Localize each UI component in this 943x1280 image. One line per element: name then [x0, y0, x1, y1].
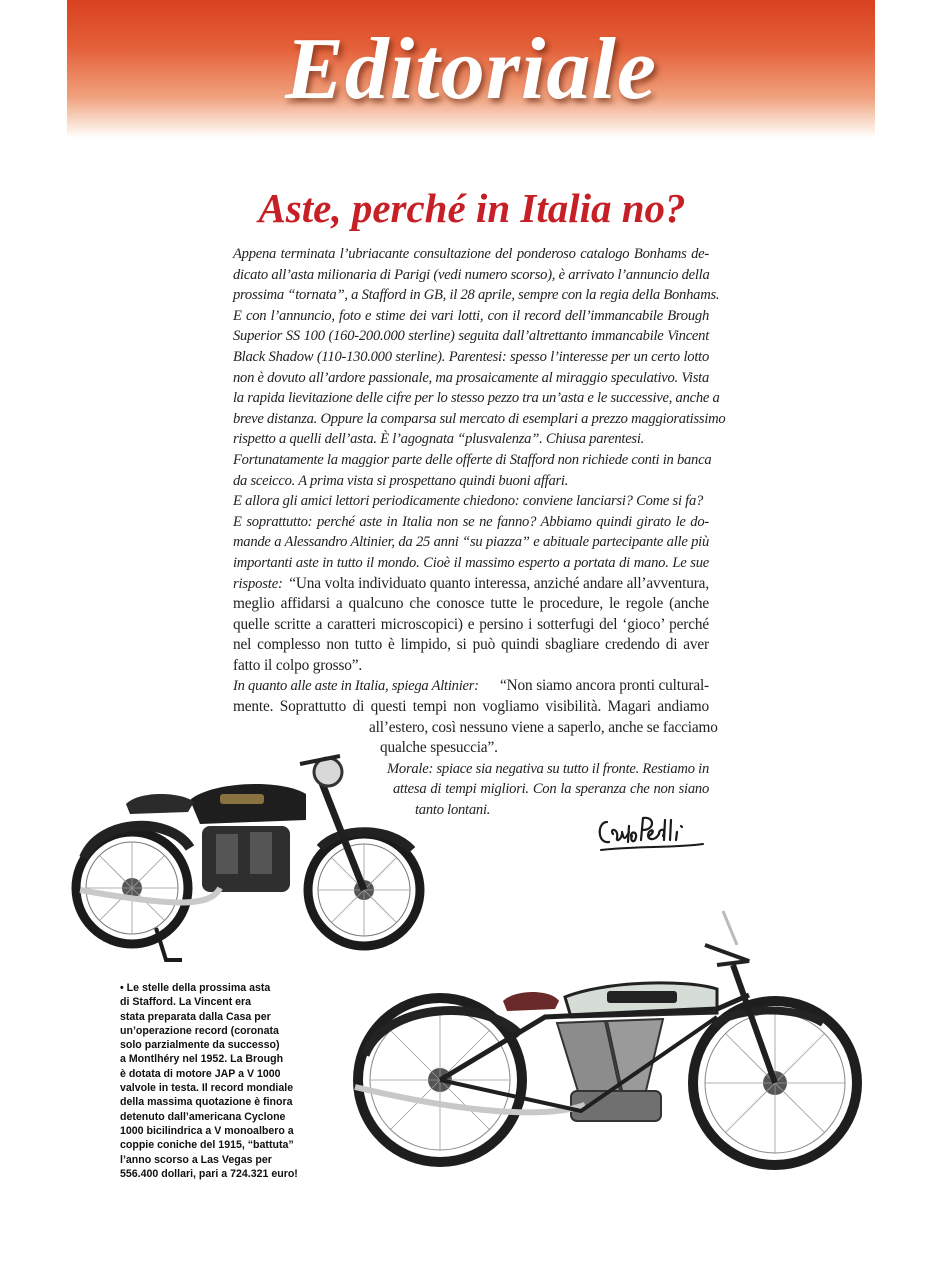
body-line: mande a Alessandro Altinier, da 25 anni “su piazza” e abituale partecipante alle più [233, 534, 709, 551]
caption-line: di Stafford. La Vincent era [120, 996, 252, 1009]
caption-line: solo parzialmente da successo) [120, 1039, 280, 1052]
body-line: attesa di tempi migliori. Con la speranza che non siano [393, 781, 709, 798]
body-line: la rapida lievitazione delle cifre per lo stesso pezzo tra un’asta e le successive, anche a [233, 390, 720, 407]
body-line: E allora gli amici lettori periodicamente chiedono: conviene lanciarsi? Come si fa? [233, 493, 704, 510]
caption-line: coppie coniche del 1915, “battuta” [120, 1139, 294, 1152]
article-body [233, 244, 726, 821]
caption-line: un’operazione record (coronata [120, 1024, 279, 1037]
body-line: fatto il colpo grosso”. [233, 656, 363, 674]
banner-title: Editoriale [285, 21, 657, 118]
editorial-banner [67, 0, 875, 138]
body-line: Fortunatamente la maggior parte delle offerte di Stafford non richiede conti in banca [233, 451, 712, 468]
caption-line: valvole in testa. Il record mondiale [120, 1082, 294, 1095]
body-line: quelle scritte a caratteri microscopici) e persino i sotterfugi del ‘gioco’ perché [233, 615, 709, 633]
body-line: dicato all’asta milionaria di Parigi (vedi numero scorso), è arrivato l’annuncio della [233, 266, 710, 283]
caption-line: a Montlhéry nel 1952. La Brough [120, 1053, 284, 1066]
photo-caption [120, 981, 335, 1181]
body-line: non è dovuto all’ardore passionale, ma prosaicamente al miraggio speculativo. Vista [233, 369, 709, 386]
body-line-mixed [233, 676, 709, 697]
brough-superior-motorcycle-image [345, 905, 875, 1185]
body-line: tanto lontani. [415, 802, 491, 819]
quote-text: “Non siamo ancora pronti cultural- [500, 677, 709, 695]
body-line: nel complesso non tutto è limpido, si può quindi sbagliare credendo di aver [233, 636, 709, 654]
article-headline: Aste, perché in Italia no? [258, 185, 686, 231]
body-line: E soprattutto: perché aste in Italia non se ne fanno? Abbiamo quindi girato le do- [233, 513, 709, 530]
body-line: Superior SS 100 (160-200.000 sterline) seguita dall’altrettanto immancabile Vincent [233, 328, 709, 345]
caption-line: • Le stelle della prossima asta [120, 982, 271, 994]
caption-line: l’anno scorso a Las Vegas per [120, 1153, 272, 1166]
body-line: meglio affidarsi a qualcuno che conosce tutte le procedure, le regole (anche [233, 595, 709, 613]
quote-text: “Una volta individuato quanto interessa, anziché andare all’avventura, [289, 574, 709, 592]
signature-image [595, 810, 710, 855]
body-line: importanti aste in tutto il mondo. Cioè il massimo esperto a portata di mano. Le sue [233, 554, 709, 571]
body-line: prossima “tornata”, a Stafford in GB, il 28 aprile, sempre con la regia della Bonhams. [233, 287, 720, 304]
caption-line: stata preparata dalla Casa per [120, 1010, 271, 1023]
caption-line: della massima quotazione è finora [120, 1096, 293, 1109]
caption-line: 1000 bicilindrica a V monoalbero a [120, 1124, 294, 1137]
caption-line: detenuto dall’americana Cyclone [120, 1110, 286, 1123]
body-line: breve distanza. Oppure la comparsa sul mercato di esemplari a prezzo maggioratissimo [233, 410, 726, 427]
body-line-mixed [233, 574, 709, 595]
caption-line: 556.400 dollari, pari a 724.321 euro! [120, 1167, 298, 1180]
intro-label: In quanto alle aste in Italia, spiega Altinier: [233, 678, 479, 695]
caption-line: è dotata di motore JAP a V 1000 [120, 1067, 281, 1080]
body-line: E con l’annuncio, foto e stime dei vari lotti, con il record dell’immancabile Brough [233, 307, 709, 324]
answer-label: risposte: [233, 575, 283, 592]
body-line: da sceicco. A prima vista si prospettano quindi buoni affari. [233, 472, 569, 489]
body-line: Appena terminata l’ubriacante consultazione del ponderoso catalogo Bonhams de- [233, 246, 709, 262]
body-line: rispetto a quelli dell’asta. È l’agognata “plusvalenza”. Chiusa parentesi. [233, 431, 645, 448]
body-line: Morale: spiace sia negativa su tutto il fronte. Restiamo in [387, 760, 709, 777]
body-line: qualche spesuccia”. [380, 739, 498, 757]
body-line: mente. Soprattutto di questi tempi non vogliamo visibilità. Magari andiamo [233, 698, 709, 716]
body-line: Black Shadow (110-130.000 sterline). Parentesi: spesso l’interesse per un certo lotto [233, 348, 709, 365]
body-line: all’estero, così nessuno viene a saperlo, anche se facciamo [369, 718, 718, 736]
